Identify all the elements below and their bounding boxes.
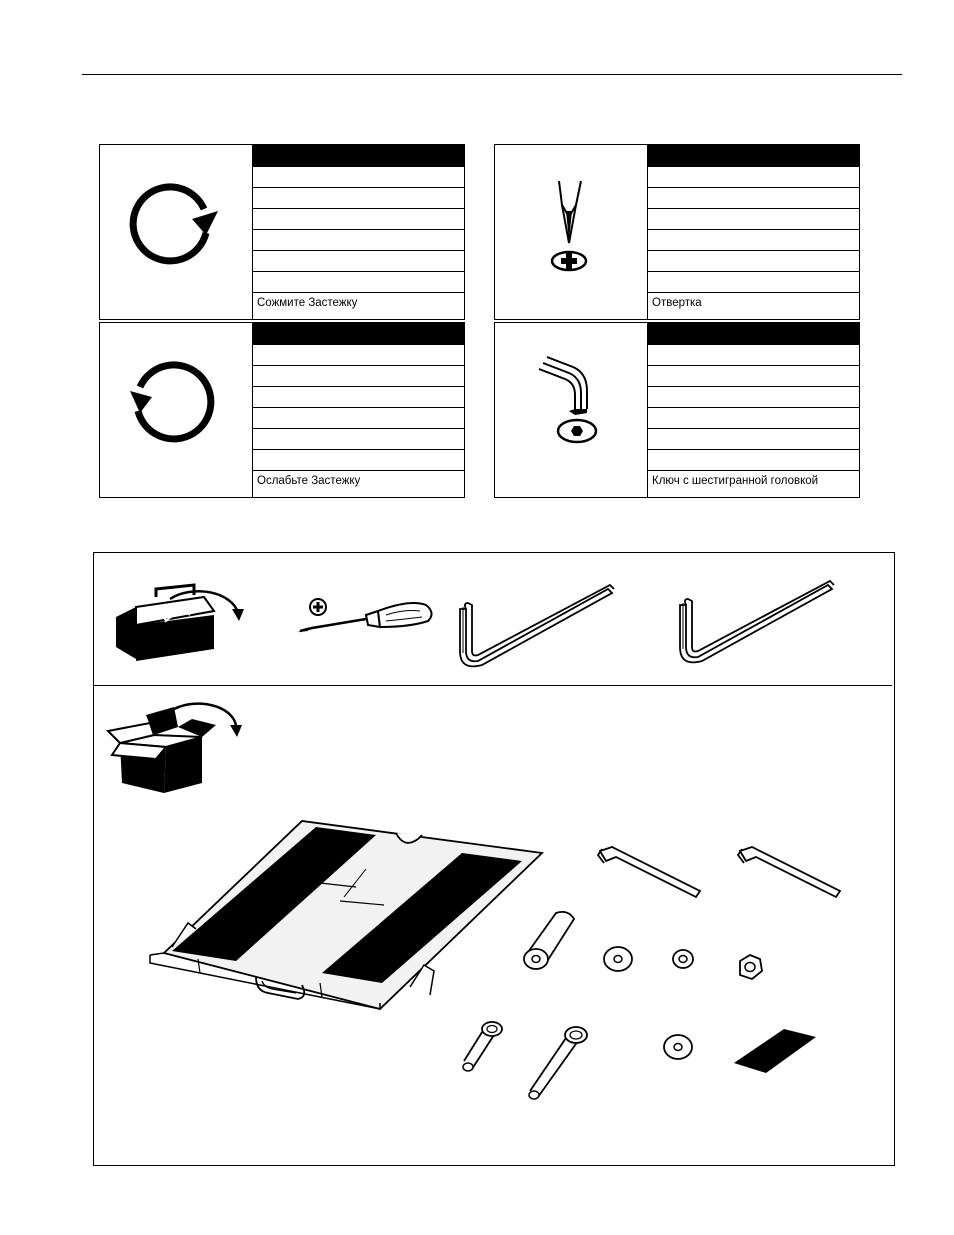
legend-tighten bbox=[99, 144, 465, 320]
hex-nut bbox=[730, 949, 770, 985]
table-row bbox=[253, 209, 464, 230]
legend-caption: Ключ с шестигранной головкой bbox=[652, 475, 819, 487]
language-table bbox=[647, 145, 859, 319]
table-row bbox=[648, 230, 859, 251]
table-header-row bbox=[648, 145, 859, 167]
hex-key-small-icon bbox=[734, 841, 844, 901]
table-row bbox=[648, 387, 859, 408]
language-table bbox=[647, 323, 859, 497]
table-row bbox=[648, 251, 859, 272]
legend-icon-cell bbox=[495, 323, 647, 497]
table-row bbox=[253, 251, 464, 272]
table-row bbox=[648, 345, 859, 366]
legend-icon-cell bbox=[100, 323, 252, 497]
legend-hex-key bbox=[494, 322, 860, 498]
table-header-row bbox=[648, 323, 859, 345]
table-row bbox=[253, 429, 464, 450]
rotate-counterclockwise-icon bbox=[100, 323, 252, 497]
section-divider bbox=[94, 685, 892, 686]
legend-caption: Сожмите Застежку bbox=[257, 297, 358, 309]
table-row bbox=[648, 167, 859, 188]
header-rule bbox=[82, 74, 902, 75]
table-row bbox=[648, 408, 859, 429]
table-row bbox=[253, 188, 464, 209]
language-table bbox=[252, 323, 464, 497]
table-row bbox=[648, 209, 859, 230]
phillips-screwdriver-icon bbox=[294, 593, 439, 643]
hex-key-small-icon bbox=[594, 841, 704, 901]
table-header-row bbox=[253, 145, 464, 167]
language-table bbox=[252, 145, 464, 319]
table-row bbox=[253, 230, 464, 251]
adhesive-pad bbox=[730, 1023, 820, 1079]
table-row bbox=[648, 188, 859, 209]
spacer-tube bbox=[518, 905, 588, 975]
washer-small bbox=[666, 943, 700, 973]
bolt-long bbox=[522, 1023, 602, 1103]
legend-caption: Отвертка bbox=[652, 297, 702, 309]
open-box-icon bbox=[106, 697, 246, 797]
legend-caption: Ослабьте Застежку bbox=[257, 475, 361, 487]
legend-icon-cell bbox=[100, 145, 252, 319]
table-header-row bbox=[253, 323, 464, 345]
washer-thick bbox=[598, 939, 638, 975]
table-row bbox=[648, 429, 859, 450]
bolt-short bbox=[454, 1019, 514, 1079]
legend-icon-cell bbox=[495, 145, 647, 319]
table-row bbox=[253, 387, 464, 408]
rotate-clockwise-icon bbox=[100, 145, 252, 319]
washer-medium bbox=[658, 1029, 698, 1065]
table-row bbox=[253, 167, 464, 188]
legend-screwdriver bbox=[494, 144, 860, 320]
table-row bbox=[253, 366, 464, 387]
table-row bbox=[648, 272, 859, 293]
table-row bbox=[253, 345, 464, 366]
phillips-screwdriver-icon bbox=[495, 145, 647, 319]
parts-panel bbox=[93, 552, 895, 1166]
toolbox-icon bbox=[108, 567, 248, 667]
hex-key-icon bbox=[495, 323, 647, 497]
table-row bbox=[648, 366, 859, 387]
legend-loosen bbox=[99, 322, 465, 498]
table-row bbox=[253, 272, 464, 293]
table-row bbox=[253, 450, 464, 471]
hex-key-large-icon bbox=[678, 577, 838, 667]
hex-key-large-icon bbox=[458, 581, 618, 671]
tray-plate bbox=[144, 813, 554, 1018]
table-row bbox=[648, 450, 859, 471]
table-row bbox=[253, 408, 464, 429]
